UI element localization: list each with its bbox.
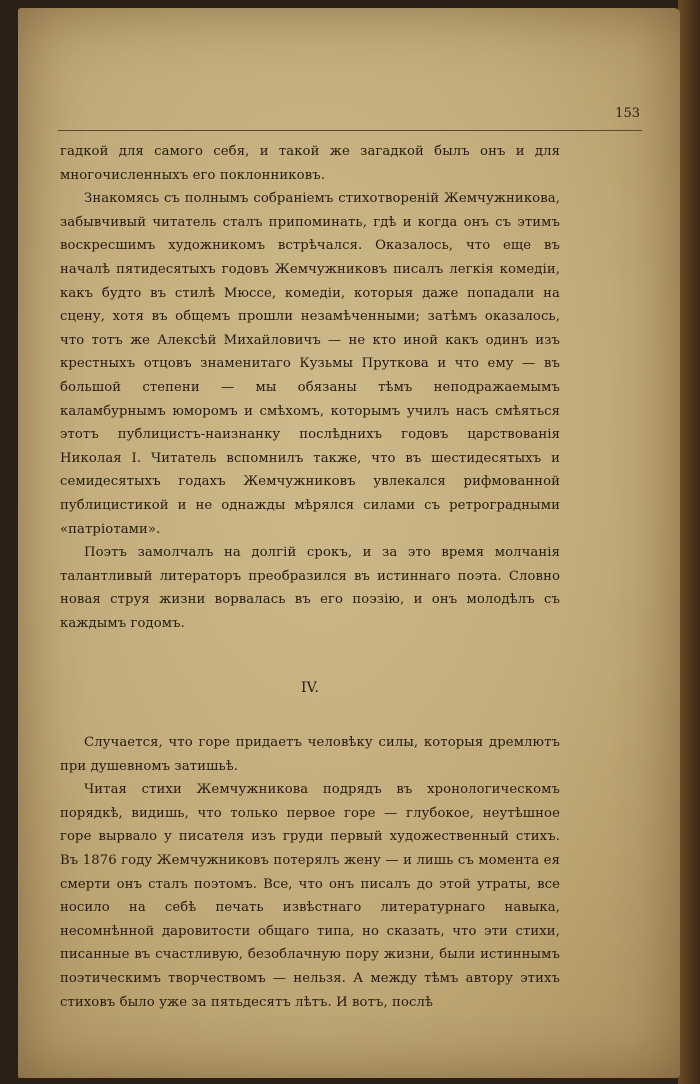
page-text [60,140,560,1014]
paragraph: Знакомясь съ полнымъ собраніемъ стихотвореній Жемчужникова, забывчивый читатель сталъ припоминать, гдѣ и когда онъ съ этимъ воскресшимъ художникомъ встрѣчался. Оказалось, что еще въ началѣ пятидесятыхъ годовъ Жемчужниковъ писалъ легкія комедіи, какъ будто въ стилѣ Мюссе, комедіи, которыя даже попадали на сцену, хотя въ общемъ прошли незамѣченными; затѣмъ оказалось, что тотъ же Алексѣй Михайловичъ — не кто иной какъ одинъ изъ крестныхъ отцовъ знаменитаго Кузьмы Пруткова и что ему — въ большой степени — мы обязаны тѣмъ неподражаемымъ каламбурнымъ юморомъ и смѣхомъ, которымъ училъ насъ смѣяться этотъ публицистъ-наизнанку послѣднихъ годовъ царствованія Николая I. Читатель вспомнилъ также, что въ шестидесятыхъ и семидесятыхъ годахъ Жемчужниковъ увлекался рифмованной публицистикой и не однажды мѣрялся силами съ ретроградными «патріотами». [60,191,560,537]
section-heading: IV. [301,680,319,697]
paragraph: Читая стихи Жемчужникова подрядъ въ хронологическомъ порядкѣ, видишь, что только первое горе — глубокое, неутѣшное горе вырвало у писателя изъ груди первый художественный стихъ. Въ 1876 году Жемчужниковъ потерялъ жену — и лишь съ момента ея смерти онъ сталъ поэтомъ. Все, что онъ писалъ до этой утраты, все носило на себѣ печать извѣстнаго литературнаго навыка, несомнѣнной даровитости общаго типа, но сказать, что эти стихи, писанные въ счастливую, безоблачную пору жизни, были истиннымъ поэтическимъ творчествомъ — нельзя. А между тѣмъ автору этихъ стиховъ было уже за пятьдесятъ лѣтъ. И вотъ, послѣ [60,782,560,1010]
paragraph: Поэтъ замолчалъ на долгій срокъ, и за это время молчанія талантливый литераторъ преобразился въ истиннаго поэта. Словно новая струя жизни ворвалась въ его поэзію, и онъ молодѣлъ съ каждымъ годомъ. [60,545,560,631]
book-edge [678,0,700,1084]
paragraph: гадкой для самого себя, и такой же загадкой былъ онъ и для многочисленныхъ его поклонниковъ. [60,144,560,183]
page-number: 153 [615,106,640,121]
paragraph: Случается, что горе придаетъ человѣку силы, которыя дремлютъ при душевномъ затишьѣ. [60,735,560,774]
header-rule [58,130,642,131]
book-page [18,8,680,1078]
